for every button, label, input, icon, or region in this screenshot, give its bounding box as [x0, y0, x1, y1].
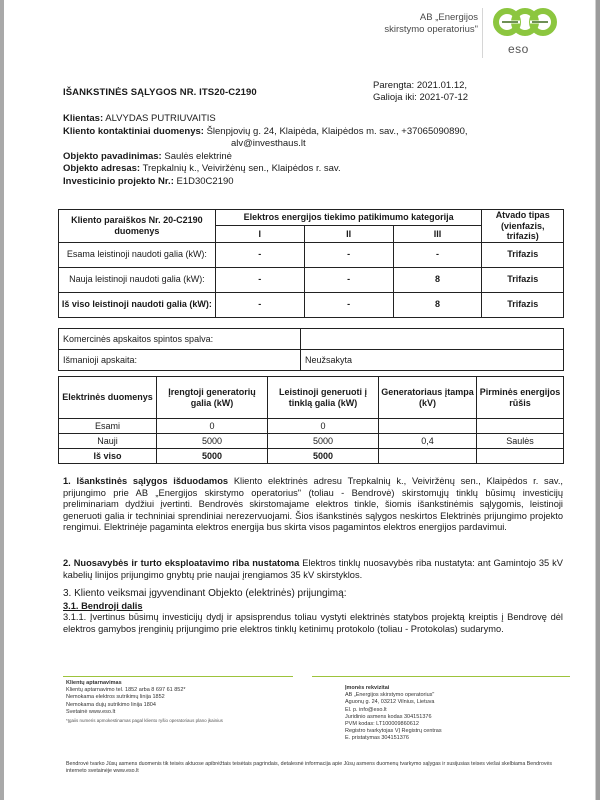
footer-right-line: Registro tvarkytojas VĮ Registrų centras — [345, 728, 442, 735]
object-address-label: Objekto adresas: — [63, 163, 141, 174]
footer-right-line: E. pristatymas 304151376 — [345, 735, 409, 742]
t3-cell: 5000 — [157, 434, 268, 449]
t3-header: Įrengtoji generatorių galia (kW) — [157, 377, 268, 419]
t1-cell-type: Trifazis — [482, 292, 564, 317]
prepared-date: Parengta: 2021.01.12, — [373, 80, 468, 91]
section-2-title: 2. Nuosavybės ir turto eksploatavimo riba nustatoma — [63, 558, 300, 568]
t3-cell: 5000 — [157, 449, 268, 464]
t1-cell: - — [304, 242, 393, 267]
object-name-label: Objekto pavadinimas: — [63, 150, 162, 162]
t3-header: Elektrinės duomenys — [59, 377, 157, 419]
t3-row-label: Iš viso — [59, 449, 157, 464]
table-row — [59, 329, 564, 350]
footer-customer-service — [66, 680, 296, 724]
client-row — [63, 113, 563, 126]
object-name-value: Saulės elektrinė — [164, 150, 232, 162]
t3-cell: 5000 — [268, 449, 379, 464]
contacts-value: Šlenpjovių g. 24, Klaipėda, Klaipėdos m. sav., +37065090890, — [206, 125, 468, 137]
footer-left-line: Nemokama elektros sutrikimų linija 1852 — [66, 694, 165, 701]
t1-header-application: Kliento paraiškos Nr. 20-C2190 duomenys — [59, 210, 216, 243]
t1-cell-type: Trifazis — [482, 267, 564, 292]
object-name-row — [63, 151, 563, 164]
section-1 — [63, 476, 563, 534]
metering-table — [58, 328, 564, 371]
company-name-line2: skirstymo operatorius" — [384, 24, 478, 35]
viewer-left-edge — [0, 0, 4, 800]
table-row — [59, 434, 564, 449]
section-3-1-1-text: 3.1.1. Įvertinus būsimų investicijų dydį ir apsisprendus toliau vystyti elektrinės statybos projektą kreiptis į Bendrovę dėl elektros gamybos įrenginių prijungimo prie elektros tinklų ketinimų protokolo (toliau - Protokolas) sudarymo. — [63, 612, 563, 634]
investment-row — [63, 176, 563, 189]
footer-left-line: Klientų aptarnavimo tel. 1852 arba 8 697 61 852* — [66, 687, 186, 694]
table-row — [59, 242, 564, 267]
t1-cell: 8 — [393, 267, 482, 292]
t1-row-label: Iš viso leistinoji naudoti galia (kW): — [59, 292, 216, 317]
t2-label: Išmanioji apskaita: — [59, 350, 301, 371]
footer-right-title: Įmonės rekvizitai — [345, 685, 390, 691]
section-3-title: 3. Kliento veiksmai įgyvendinant Objekto (elektrinės) prijungimą: — [63, 588, 347, 599]
document-title: IŠANKSTINĖS SĄLYGOS NR. ITS20-C2190 — [63, 87, 257, 98]
footer-right-line: AB „Energijos skirstymo operatorius" — [345, 692, 435, 699]
t3-cell — [477, 449, 564, 464]
client-value: ALVYDAS PUTRIUVAITIS — [105, 113, 216, 124]
document-dates — [373, 80, 468, 103]
t1-cell: - — [304, 267, 393, 292]
section-2-text: Elektros tinklų nuosavybės riba nustatyta: ant Gamintojo 35 kV kabelių linijos prijungimo gnybtų prie naujai įrengiamos 35 kV skirstyklos. — [63, 558, 563, 580]
t1-cell: - — [215, 292, 304, 317]
t3-cell: Saulės — [477, 434, 564, 449]
logo-text: eso — [508, 42, 529, 56]
footer-privacy-notice: Bendrovė tvarko Jūsų asmens duomenis tik teisės aktuose apibrėžtais teisėtais pagrindais, detalesnė informacija apie Jūsų asmens duomenų tvarkymo sąlygas ir susijusias teises viešai skelbiama Bendrovės interneto svetainėje www.eso.lt — [66, 761, 553, 774]
investment-label: Investicinio projekto Nr.: — [63, 175, 174, 187]
footer-right-line: Aguonų g. 24, 03212 Vilnius, Lietuva — [345, 699, 435, 706]
t1-cell: - — [215, 242, 304, 267]
footer-company-details — [345, 685, 565, 743]
section-3 — [63, 588, 563, 635]
t1-cell: - — [215, 267, 304, 292]
footer-divider-left — [63, 676, 293, 677]
object-address-row — [63, 163, 563, 176]
t2-value — [301, 329, 564, 350]
t2-label: Komercinės apskaitos spintos spalva: — [59, 329, 301, 350]
footer-right-line: PVM kodas: LT100009860612 — [345, 721, 419, 728]
t1-row-label: Nauja leistinoji naudoti galia (kW): — [59, 267, 216, 292]
t3-header: Leistinoji generuoti į tinklą galia (kW) — [268, 377, 379, 419]
footer-left-line: Nemokama dujų sutrikimo linija 1804 — [66, 701, 156, 708]
footer-divider-right — [312, 676, 570, 677]
viewer-scrollbar[interactable] — [595, 0, 600, 800]
company-name-line1: AB „Energijos — [419, 12, 478, 23]
valid-until-date: Galioja iki: 2021-07-12 — [373, 91, 469, 103]
t3-header: Generatoriaus įtampa (kV) — [379, 377, 477, 419]
t1-header-category: Elektros energijos tiekimo patikimumo kategorija — [215, 210, 482, 226]
plant-data-table — [58, 376, 564, 464]
footer-left-line: Svetainė www.eso.lt — [66, 708, 116, 715]
client-label: Klientas: — [63, 113, 104, 124]
object-address-value: Trepkalnių k., Veiviržėnų sen., Klaipėdos r. sav. — [142, 163, 341, 174]
footer-right-line: Juridinio asmens kodas 304151376 — [345, 713, 432, 720]
t1-cell-type: Trifazis — [482, 242, 564, 267]
t1-cat-II: II — [304, 226, 393, 242]
t3-cell — [379, 449, 477, 464]
section-1-text: Kliento elektrinės adresu Trepkalnių k., Veiviržėnų sen., Klaipėdos r. sav., prijungimo prie AB „Energijos skirstymo operatorius" (toliau - Bendrovė) skirstomųjų tinklų būsimų investicijų preliminariam dydžiui įvertinti. Bendrovės skirstomajame elektros tinkle, šiomis išankstinėmis sąlygomis, leistinoji generuoti galia ir techniniai sprendiniai nerezervuojami. Šios išankstinės sąlygos neskirtos Elektrinės prijungimo projekto rengimui. Elektrinėje pagaminta elektros energija bus skirta visos pagamintos elektros energijos pardavimui. — [63, 476, 563, 533]
t1-cat-I: I — [215, 226, 304, 242]
client-info — [63, 113, 563, 188]
table-row — [59, 350, 564, 371]
t3-cell — [477, 419, 564, 434]
t3-cell: 0 — [157, 419, 268, 434]
logo-divider — [482, 8, 483, 58]
table-row — [59, 449, 564, 464]
section-1-title: 1. Išankstinės sąlygos išduodamos — [63, 476, 229, 486]
t3-header: Pirminės energijos rūšis — [477, 377, 564, 419]
contacts-label: Kliento kontaktiniai duomenys: — [63, 125, 204, 137]
t1-header-type: Atvado tipas (vienfazis, trifazis) — [482, 210, 564, 243]
t3-cell: 5000 — [268, 434, 379, 449]
section-3-1-title: 3.1. Bendroji dalis — [63, 600, 143, 611]
t1-cell: - — [393, 242, 482, 267]
footer-right-line: El. p. info@eso.lt — [345, 706, 387, 713]
table-row — [59, 267, 564, 292]
t3-cell: 0,4 — [379, 434, 477, 449]
t1-cell: - — [304, 292, 393, 317]
footer-left-note: *Įgaiis numeris apmokestinamas pagal kliento ryšio operatoriaus plano įkainius — [66, 718, 223, 724]
t1-cell: 8 — [393, 292, 482, 317]
contacts-row — [63, 126, 563, 139]
t3-cell: 0 — [268, 419, 379, 434]
section-2 — [63, 558, 563, 581]
t3-row-label: Nauji — [59, 434, 157, 449]
contacts-email: alv@investhaus.lt — [231, 138, 306, 149]
footer-left-title: Klientų aptarnavimas — [66, 680, 122, 686]
table-row — [59, 292, 564, 317]
t1-row-label: Esama leistinoji naudoti galia (kW): — [59, 242, 216, 267]
t3-row-label: Esami — [59, 419, 157, 434]
t1-cat-III: III — [393, 226, 482, 242]
company-name — [384, 12, 478, 36]
t2-value: Neužsakyta — [301, 350, 564, 371]
t3-cell — [379, 419, 477, 434]
reliability-table — [58, 209, 564, 318]
investment-value: E1D30C2190 — [176, 175, 234, 187]
table-row — [59, 419, 564, 434]
